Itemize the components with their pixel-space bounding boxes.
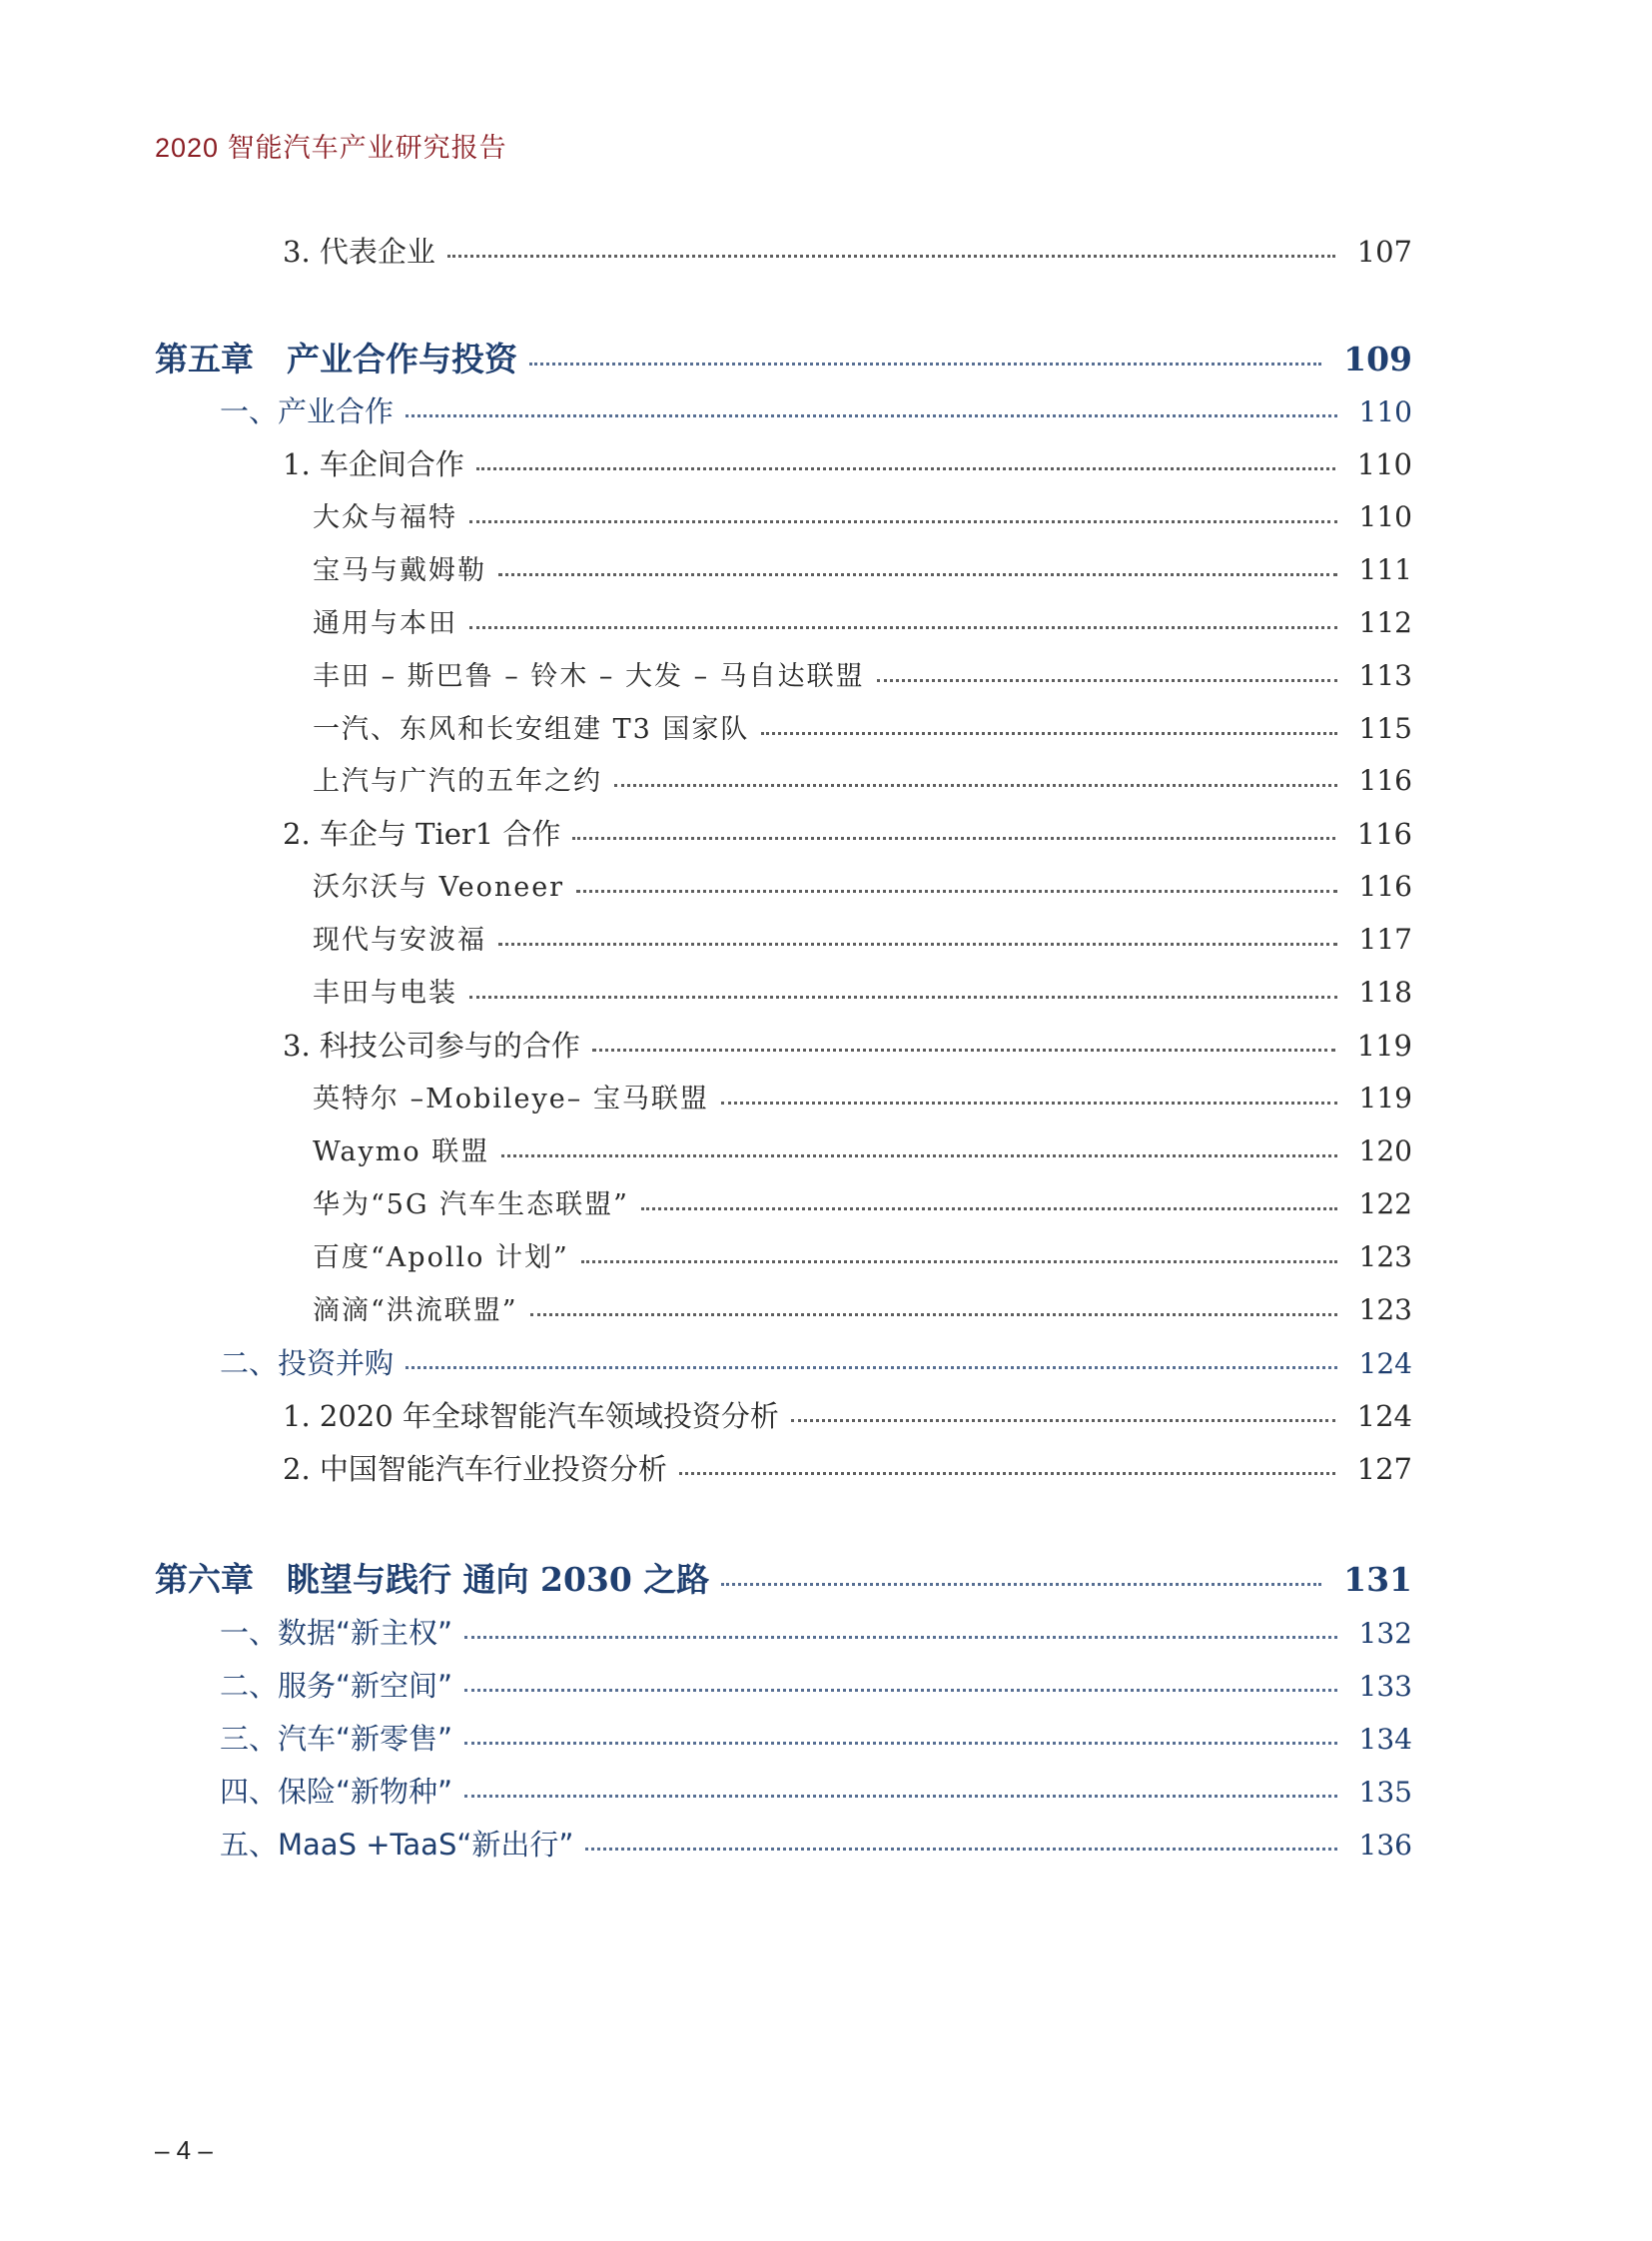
- toc-entry-title: 一汽、东风和长安组建 T3 国家队: [313, 714, 750, 745]
- dot-leader: [576, 888, 1336, 893]
- toc-entry-title: 第六章 眺望与践行 通向 2030 之路: [155, 1560, 710, 1599]
- dot-leader: [447, 253, 1335, 258]
- dot-leader: [679, 1470, 1335, 1475]
- toc-entry-page: 136: [1358, 1829, 1412, 1862]
- dot-leader: [498, 571, 1337, 576]
- toc-entry[interactable]: [220, 1613, 1412, 1653]
- toc-entry-page: 132: [1358, 1617, 1412, 1650]
- toc-entry[interactable]: [313, 603, 1412, 643]
- toc-entry-title: 宝马与戴姆勒: [313, 555, 486, 586]
- dot-leader: [641, 1205, 1337, 1210]
- toc-entry-title: 沃尔沃与 Veoneer: [313, 872, 565, 903]
- toc-entry-title: 滴滴“洪流联盟”: [313, 1295, 518, 1326]
- toc-entry[interactable]: [313, 761, 1412, 801]
- toc-entry[interactable]: [283, 232, 1412, 272]
- toc-entry-page: 120: [1358, 1134, 1412, 1167]
- dot-leader: [498, 941, 1337, 946]
- toc-entry[interactable]: [313, 1131, 1412, 1171]
- dot-leader: [877, 677, 1337, 682]
- toc-entry[interactable]: [283, 814, 1412, 854]
- dot-leader: [572, 835, 1334, 840]
- toc-entry-title: 3. 代表企业: [283, 235, 435, 269]
- toc-entry[interactable]: [220, 1666, 1412, 1706]
- toc-entry[interactable]: [283, 444, 1412, 484]
- toc-entry[interactable]: [283, 1026, 1412, 1066]
- toc-entry-page: 116: [1356, 817, 1412, 851]
- toc-entry-page: 133: [1358, 1670, 1412, 1703]
- toc-entry-title: 一、产业合作: [220, 394, 395, 428]
- dot-leader: [529, 361, 1321, 366]
- dot-leader: [592, 1047, 1335, 1052]
- dot-leader: [721, 1100, 1337, 1105]
- dot-leader: [791, 1417, 1335, 1422]
- dot-leader: [406, 412, 1337, 417]
- toc-entry[interactable]: [313, 1079, 1412, 1119]
- dot-leader: [476, 465, 1335, 470]
- toc-entry[interactable]: [313, 1237, 1412, 1277]
- toc-entry[interactable]: [313, 709, 1412, 749]
- toc-entry-page: 117: [1358, 923, 1412, 956]
- dot-leader: [464, 1687, 1336, 1692]
- toc-entry-title: 1. 2020 年全球智能汽车领域投资分析: [283, 1399, 779, 1433]
- toc-entry[interactable]: [220, 1772, 1412, 1812]
- dot-leader: [761, 730, 1336, 735]
- toc-entry-page: 118: [1358, 976, 1412, 1009]
- toc-entry-page: 119: [1356, 1029, 1412, 1063]
- toc-entry-title: 2. 中国智能汽车行业投资分析: [283, 1452, 667, 1486]
- dot-leader: [501, 1152, 1336, 1157]
- toc-entry-title: 3. 科技公司参与的合作: [283, 1029, 580, 1063]
- toc-entry-title: 三、汽车“新零售”: [220, 1722, 453, 1756]
- toc-entry[interactable]: [313, 867, 1412, 907]
- dot-leader: [469, 624, 1337, 629]
- dot-leader: [464, 1740, 1336, 1745]
- toc-entry-page: 122: [1358, 1187, 1412, 1220]
- toc-entry-page: 119: [1358, 1082, 1412, 1115]
- toc-entry[interactable]: [283, 1449, 1412, 1489]
- toc-entry-page: 112: [1358, 606, 1412, 639]
- toc-entry[interactable]: [220, 391, 1412, 431]
- toc-entry-title: Waymo 联盟: [313, 1136, 490, 1167]
- toc-entry-page: 110: [1356, 447, 1412, 481]
- dot-leader: [464, 1793, 1336, 1798]
- toc-entry[interactable]: [313, 920, 1412, 960]
- dot-leader: [530, 1311, 1337, 1316]
- toc-entry-title: 二、投资并购: [220, 1346, 395, 1380]
- dot-leader: [469, 994, 1337, 999]
- dot-leader: [406, 1364, 1337, 1369]
- toc-entry-page: 107: [1356, 235, 1412, 269]
- toc-entry[interactable]: [220, 1825, 1412, 1865]
- toc-entry[interactable]: [313, 1184, 1412, 1224]
- toc-entry[interactable]: [313, 550, 1412, 590]
- toc-entry-title: 一、数据“新主权”: [220, 1616, 453, 1650]
- toc-entry-title: 现代与安波福: [313, 925, 486, 956]
- toc-entry-title: 大众与福特: [313, 502, 457, 533]
- toc-entry-title: 1. 车企间合作: [283, 447, 464, 481]
- toc-entry-title: 上汽与广汽的五年之约: [313, 766, 602, 797]
- toc-entry[interactable]: [220, 1719, 1412, 1759]
- toc-entry-page: 124: [1358, 1347, 1412, 1380]
- toc-entry[interactable]: [313, 497, 1412, 537]
- toc-entry-page: 110: [1358, 500, 1412, 533]
- dot-leader: [464, 1634, 1336, 1639]
- toc-entry-page: 115: [1358, 712, 1412, 745]
- dot-leader: [585, 1846, 1336, 1851]
- dot-leader: [614, 782, 1337, 787]
- toc-entry-title: 丰田 – 斯巴鲁 – 铃木 – 大发 – 马自达联盟: [313, 661, 865, 692]
- toc-entry-title: 百度“Apollo 计划”: [313, 1242, 569, 1273]
- toc-entry-title: 通用与本田: [313, 608, 457, 639]
- toc-entry[interactable]: [313, 1290, 1412, 1330]
- toc-entry[interactable]: [313, 973, 1412, 1013]
- toc-entry[interactable]: [283, 1396, 1412, 1436]
- toc-entry[interactable]: [220, 1343, 1412, 1383]
- toc-entry-title: 五、MaaS +TaaS“新出行”: [220, 1828, 574, 1862]
- toc-entry-page: 123: [1358, 1293, 1412, 1326]
- toc-entry-title: 丰田与电装: [313, 978, 457, 1009]
- dot-leader: [581, 1258, 1337, 1263]
- toc-entry-page: 134: [1358, 1723, 1412, 1756]
- toc-entry-title: 四、保险“新物种”: [220, 1775, 453, 1809]
- toc-entry-title: 华为“5G 汽车生态联盟”: [313, 1189, 629, 1220]
- toc-entry-page: 116: [1358, 764, 1412, 797]
- toc-entry-page: 109: [1343, 340, 1412, 378]
- toc-entry[interactable]: [155, 1560, 1412, 1600]
- toc-entry-title: 英特尔 –Mobileye– 宝马联盟: [313, 1084, 709, 1115]
- toc-entry-page: 124: [1356, 1399, 1412, 1433]
- toc-entry-title: 第五章 产业合作与投资: [155, 340, 517, 378]
- toc-entry-page: 123: [1358, 1240, 1412, 1273]
- toc-entry-title: 2. 车企与 Tier1 合作: [283, 817, 561, 851]
- toc-entry-page: 110: [1358, 395, 1412, 428]
- toc-entry-page: 113: [1358, 659, 1412, 692]
- dot-leader: [469, 518, 1337, 523]
- toc-entry-page: 111: [1358, 553, 1412, 586]
- toc-entry-page: 127: [1356, 1452, 1412, 1486]
- toc-entry-page: 116: [1358, 870, 1412, 903]
- toc-entry-page: 135: [1358, 1776, 1412, 1809]
- toc-entry-title: 二、服务“新空间”: [220, 1669, 453, 1703]
- dot-leader: [721, 1581, 1321, 1586]
- toc-entry-page: 131: [1343, 1560, 1412, 1599]
- toc-entry[interactable]: [155, 340, 1412, 379]
- page-number: – 4 –: [155, 2135, 213, 2165]
- toc-entry[interactable]: [313, 656, 1412, 696]
- running-header: 2020 智能汽车产业研究报告: [155, 133, 507, 163]
